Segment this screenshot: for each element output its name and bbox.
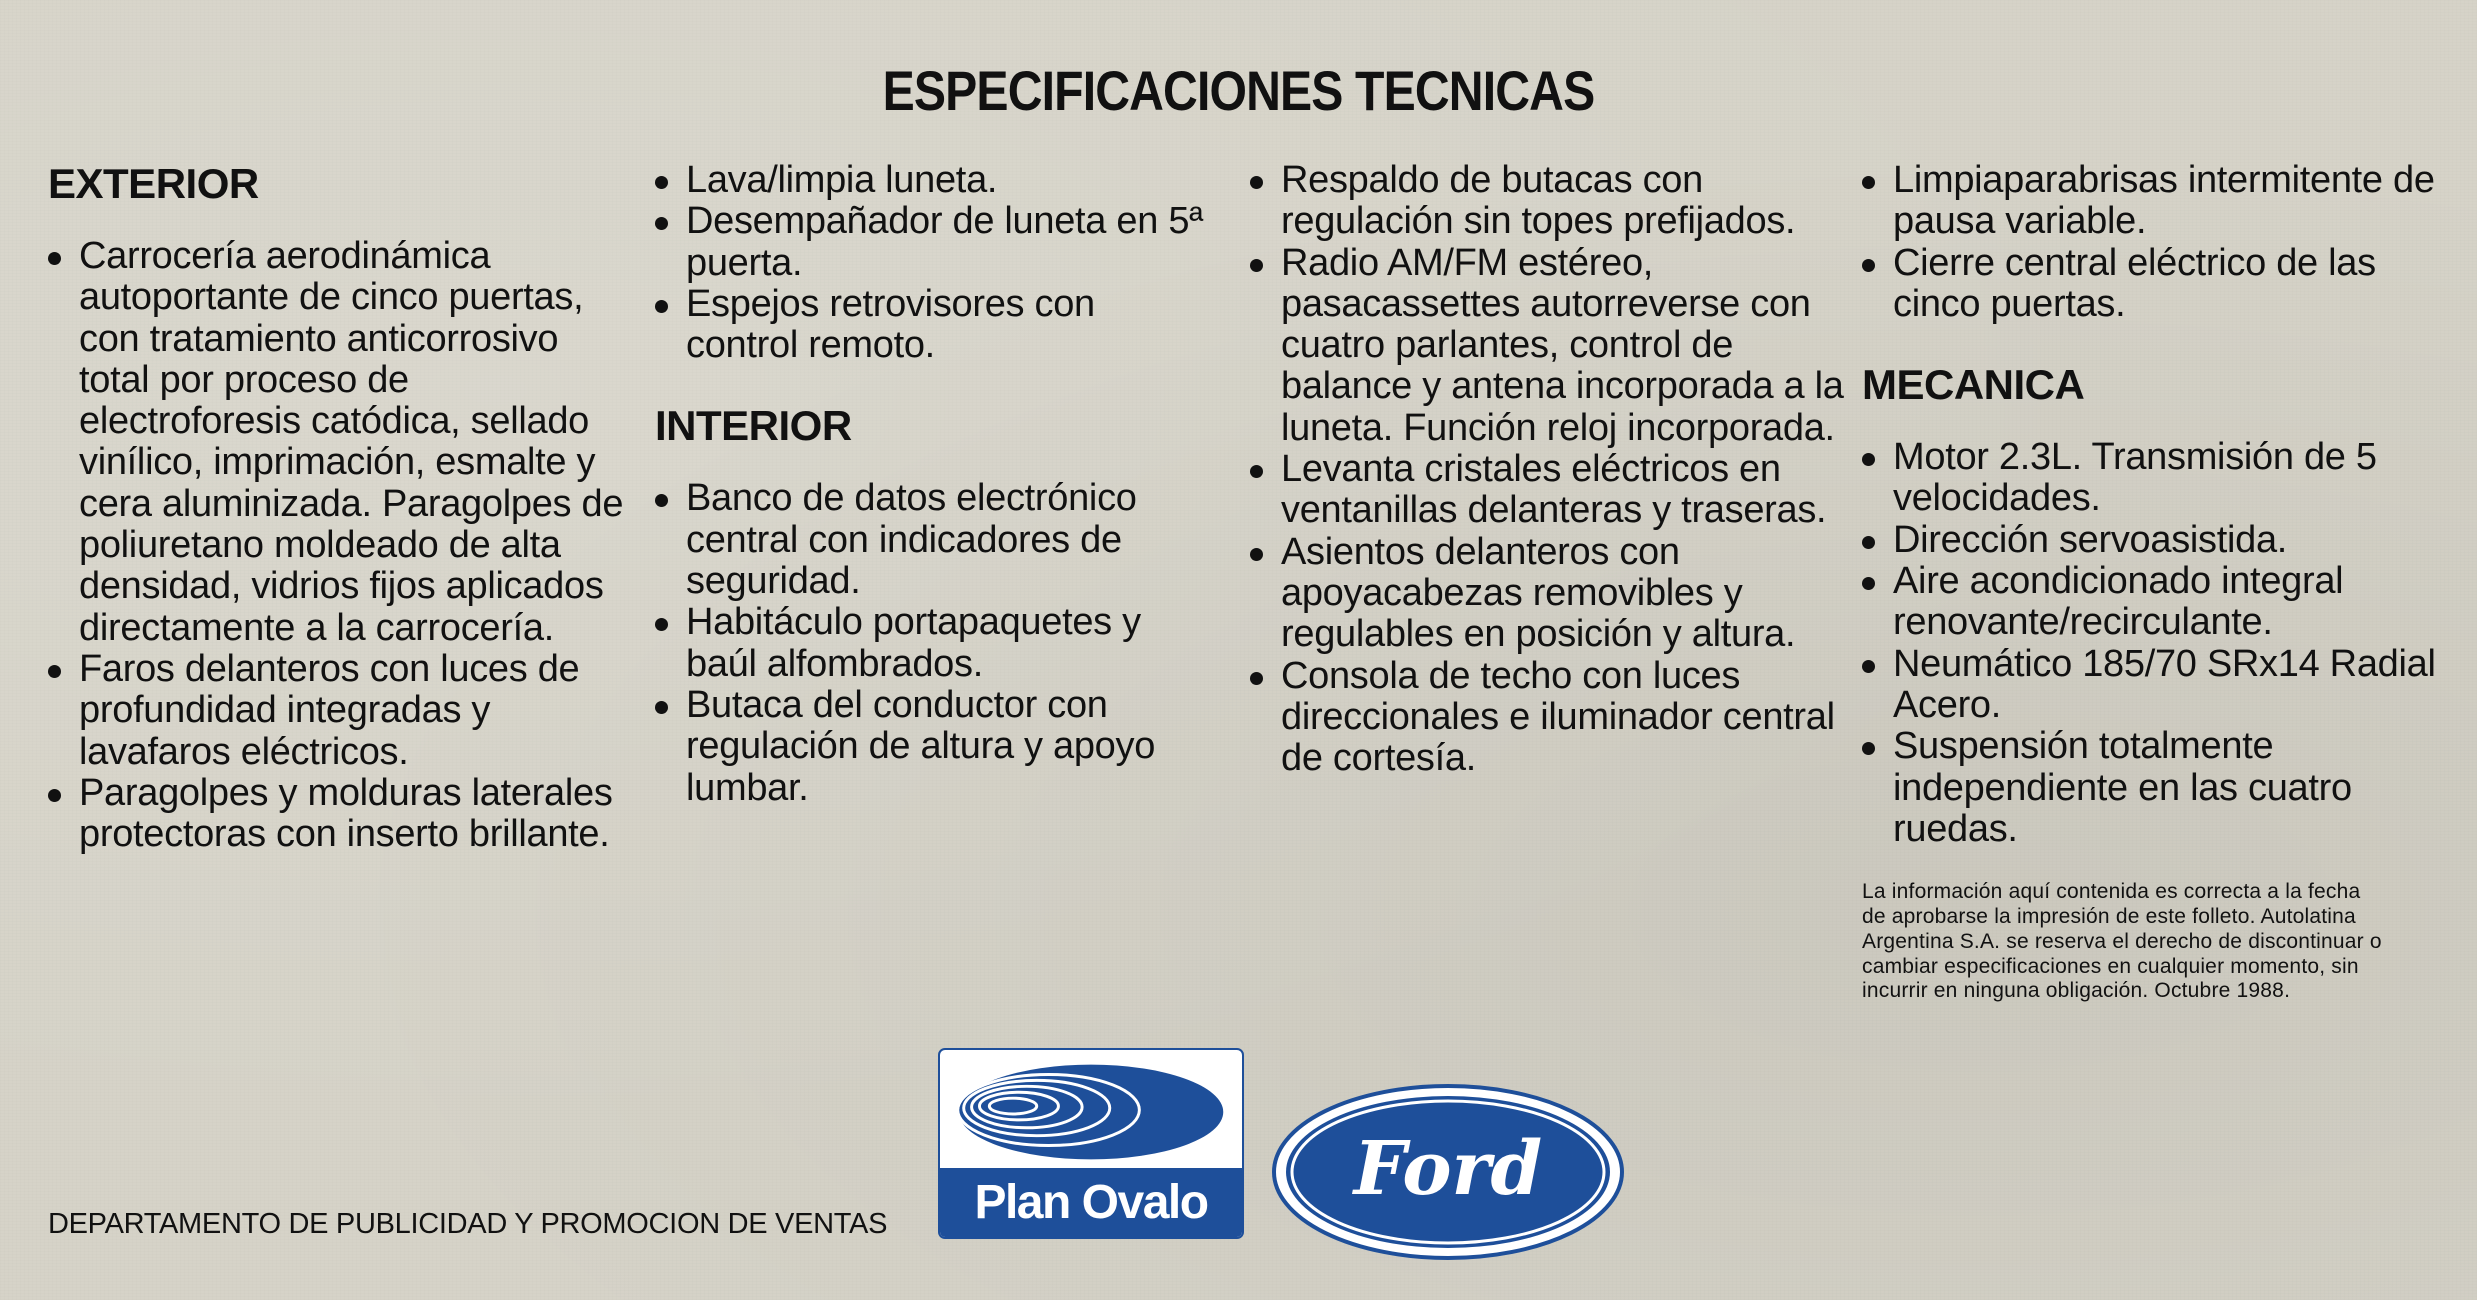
- column-exterior: [48, 160, 638, 855]
- list-item-text: Paragolpes y molduras laterales protectoras con inserto brillante.: [79, 771, 613, 856]
- interior-list-part1: [655, 478, 1215, 808]
- list-item: [48, 236, 638, 649]
- exterior-continued-list: [655, 160, 1215, 366]
- list-item-text: Banco de datos electrónico central con indicadores de seguridad.: [686, 477, 1137, 603]
- list-item-text: Consola de techo con luces direccionales e iluminador central de cortesía.: [1281, 654, 1835, 780]
- interior-list-part2: [1250, 160, 1850, 779]
- bullet-icon: [1250, 259, 1263, 272]
- list-item: [1862, 520, 2462, 561]
- bullet-icon: [1862, 660, 1875, 673]
- bullet-icon: [1250, 465, 1263, 478]
- list-item: [655, 685, 1215, 809]
- exterior-list: [48, 236, 638, 855]
- list-item-text: Levanta cristales eléctricos en ventanillas delanteras y traseras.: [1281, 448, 1827, 532]
- list-item: [655, 478, 1215, 602]
- bullet-icon: [1862, 176, 1875, 189]
- bullet-icon: [1862, 577, 1875, 590]
- column-interior-continued: [1250, 160, 1850, 779]
- list-item: [655, 201, 1215, 284]
- page-title: ESPECIFICACIONES TECNICAS: [882, 59, 1595, 122]
- list-item: [1250, 160, 1850, 243]
- bullet-icon: [655, 217, 668, 230]
- list-item-text: Dirección servoasistida.: [1893, 518, 2288, 561]
- interior-list-part3: [1862, 160, 2462, 325]
- bullet-icon: [655, 701, 668, 714]
- list-item-text: Lava/limpia luneta.: [686, 159, 998, 201]
- bullet-icon: [1862, 536, 1875, 549]
- list-item: [1862, 726, 2462, 850]
- list-item: [1250, 243, 1850, 449]
- ford-logo: [1270, 1082, 1626, 1262]
- list-item: [1862, 160, 2462, 243]
- list-item: [1862, 243, 2462, 326]
- heading-exterior: EXTERIOR: [48, 160, 259, 207]
- list-item-text: Espejos retrovisores con control remoto.: [686, 282, 1095, 367]
- disclaimer-text: La información aquí contenida es correcta a la fecha de aprobarse la impresión de este folleto. Autolatina Argentina S.A. se reserva el derecho de discontinuar o cambiar especificaciones en cualquier momento, sin incurrir en ninguna obligación. Octubre 1988.: [1862, 880, 2382, 1003]
- list-item: [1250, 656, 1850, 780]
- list-item: [655, 602, 1215, 685]
- plan-ovalo-logo: [938, 1048, 1244, 1239]
- column-interior: [655, 160, 1215, 809]
- ford-wordmark: Ford: [1353, 1126, 1543, 1212]
- bullet-icon: [1250, 548, 1263, 561]
- list-item-text: Radio AM/FM estéreo, pasacassettes autorreverse con cuatro parlantes, control de balance y antena incorporada a la luneta. Función reloj incorporada.: [1281, 241, 1844, 449]
- list-item-text: Respaldo de butacas con regulación sin topes prefijados.: [1281, 159, 1796, 243]
- list-item-text: Aire acondicionado integral renovante/recirculante.: [1893, 560, 2344, 644]
- list-item-text: Faros delanteros con luces de profundidad integradas y lavafaros eléctricos.: [79, 647, 580, 773]
- list-item: [1862, 561, 2462, 644]
- list-item: [48, 649, 638, 773]
- list-item-text: Motor 2.3L. Transmisión de 5 velocidades.: [1893, 436, 2377, 520]
- list-item: [655, 284, 1215, 367]
- bullet-icon: [655, 618, 668, 631]
- bullet-icon: [1862, 259, 1875, 272]
- bullet-icon: [1862, 453, 1875, 466]
- list-item-text: Limpiaparabrisas intermitente de pausa variable.: [1893, 159, 2435, 243]
- list-item: [655, 160, 1215, 201]
- concentric-ovals-icon: [940, 1050, 1242, 1172]
- bullet-icon: [655, 494, 668, 507]
- heading-mecanica: MECANICA: [1862, 361, 2085, 409]
- bullet-icon: [655, 300, 668, 313]
- list-item: [1250, 532, 1850, 656]
- bullet-icon: [48, 665, 61, 678]
- list-item-text: Asientos delanteros con apoyacabezas removibles y regulables en posición y altura.: [1281, 530, 1796, 656]
- bullet-icon: [48, 789, 61, 802]
- list-item-text: Habitáculo portapaquetes y baúl alfombrados.: [686, 601, 1141, 685]
- bullet-icon: [655, 176, 668, 189]
- list-item: [1862, 437, 2462, 520]
- list-item-text: Carrocería aerodinámica autoportante de cinco puertas, con tratamiento anticorrosivo total por proceso de electroforesis catódica, sellado vinílico, imprimación, esmalte y cera aluminizada. Paragolpes de poliuretano moldeado de alta densidad, vidrios fijos aplicados directamente a la carrocería.: [79, 235, 624, 649]
- plan-ovalo-label: Plan Ovalo: [940, 1168, 1242, 1237]
- list-item-text: Neumático 185/70 SRx14 Radial Acero.: [1893, 642, 2436, 726]
- list-item: [1250, 449, 1850, 532]
- list-item-text: Desempañador de luneta en 5ª puerta.: [686, 200, 1203, 284]
- list-item-text: Cierre central eléctrico de las cinco puertas.: [1893, 241, 2376, 325]
- list-item: [1862, 644, 2462, 727]
- bullet-icon: [1250, 176, 1263, 189]
- footer-department: DEPARTAMENTO DE PUBLICIDAD Y PROMOCION DE VENTAS: [48, 1208, 888, 1240]
- list-item: [48, 773, 638, 856]
- list-item-text: Butaca del conductor con regulación de altura y apoyo lumbar.: [686, 683, 1156, 809]
- bullet-icon: [48, 252, 61, 265]
- mecanica-list: [1862, 437, 2462, 850]
- heading-interior: INTERIOR: [655, 402, 852, 450]
- list-item-text: Suspensión totalmente independiente en las cuatro ruedas.: [1893, 725, 2352, 850]
- bullet-icon: [1250, 672, 1263, 685]
- bullet-icon: [1862, 742, 1875, 755]
- column-mecanica: [1862, 160, 2462, 1004]
